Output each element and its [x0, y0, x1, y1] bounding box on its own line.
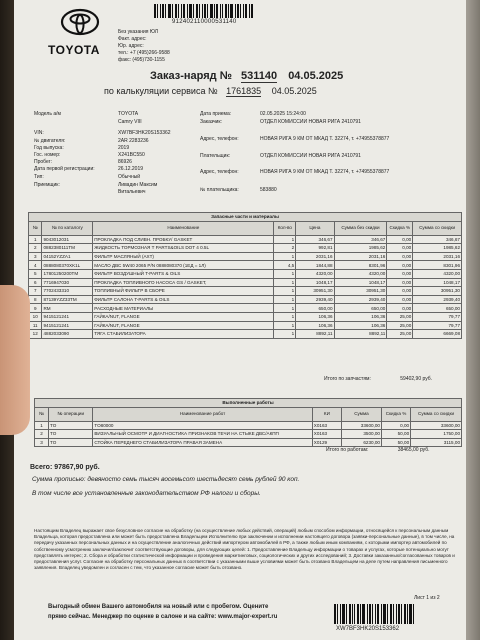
parts-cell: 4,5	[274, 261, 296, 270]
works-cell: TO	[49, 438, 93, 447]
parts-cell: 79,77	[413, 312, 462, 321]
works-cell: TO80000	[93, 421, 312, 430]
parts-cell: 0,00	[387, 304, 413, 313]
parts-cell: 25,00	[387, 321, 413, 330]
parts-cell: 2939,40	[413, 295, 462, 304]
parts-table	[28, 212, 462, 339]
vin-barcode	[334, 604, 444, 624]
vehicle-field-value: Ливадин Максим	[118, 182, 158, 188]
vat-note: В том числе все установленные законодательством РФ налоги и сборы.	[32, 490, 261, 497]
footer-line-1: Выгодный обмен Вашего автомобиля на новый или с пробегом. Оцените	[48, 604, 269, 610]
parts-cell: 650,00	[413, 304, 462, 313]
parts-cell: 1	[274, 252, 296, 261]
parts-cell: 5	[29, 269, 42, 278]
works-cell: 3115,00	[411, 438, 462, 447]
works-cell: TO	[49, 421, 93, 430]
works-cell: 33600,00	[411, 421, 462, 430]
parts-row	[29, 287, 462, 296]
parts-cell: 04152YZZA1	[42, 252, 93, 261]
calc-number: 1761835	[226, 86, 262, 96]
amount-in-words: Сумма прописью: девяносто семь тысяч восемьсот шестьдесят семь рублей 90 коп.	[32, 476, 300, 483]
vehicle-field-value: Camry VIII	[118, 119, 142, 125]
parts-cell: 106,36	[296, 312, 334, 321]
customer-field-value: НОВАЯ РИГА 9 КМ ОТ МКАД Т. 32274, т. +74955378877	[260, 169, 390, 175]
works-header-cell: Скидка %	[381, 407, 410, 421]
parts-header-cell: Скидка %	[387, 221, 413, 235]
works-header-cell: Сумма	[341, 407, 381, 421]
parts-cell: 12	[29, 330, 42, 339]
vehicle-field-value: TOYOTA	[118, 111, 139, 117]
parts-row	[29, 330, 462, 339]
parts-cell: 4882033090	[42, 330, 93, 339]
parts-total-label: Итого по запчастям:	[324, 376, 371, 382]
parts-cell: 8892,11	[296, 330, 334, 339]
company-line: тел.: +7 (495)266-9588	[118, 50, 170, 56]
parts-cell: ФИЛЬТР ВОЗДУШНЫЙ T-PARTS & OILS	[93, 269, 274, 278]
parts-cell: 2031,16	[413, 252, 462, 261]
parts-header-cell: Сумма со скидки	[413, 221, 462, 235]
parts-cell: 79,77	[413, 321, 462, 330]
parts-cell: 8	[29, 295, 42, 304]
parts-header-cell: Кол-во	[274, 221, 296, 235]
parts-cell: 650,00	[296, 304, 334, 313]
vehicle-field-label: Гос. номер:	[34, 152, 61, 158]
works-header-cell: Сумма со скидки	[411, 407, 462, 421]
order-date: 04.05.2025	[288, 70, 344, 82]
parts-row	[29, 321, 462, 330]
works-cell: 1	[35, 421, 49, 430]
parts-cell: ТОПЛИВНЫЙ ФИЛЬТР В СБОРЕ	[93, 287, 274, 296]
vehicle-field-value: 2AR 2283236	[118, 138, 149, 144]
parts-header-cell: № по каталогу	[42, 221, 93, 235]
parts-cell: ЖИДКОСТЬ ТОРМОЗНАЯ T PARTS&OILS DOT 4 0.5L	[93, 244, 274, 253]
works-cell: X0163	[312, 430, 341, 439]
works-cell: TO	[49, 430, 93, 439]
parts-header-cell: №	[29, 221, 42, 235]
parts-cell: 0888080370XK1L	[42, 261, 93, 270]
parts-row	[29, 244, 462, 253]
works-header-cell: Наименование работ	[93, 407, 312, 421]
parts-row	[29, 252, 462, 261]
parts-cell: 9043012031	[42, 235, 93, 244]
works-cell: 50,00	[381, 430, 410, 439]
vehicle-field-value: Витальевич	[118, 189, 146, 195]
parts-cell: 7716947030	[42, 278, 93, 287]
parts-cell: RM	[42, 304, 93, 313]
parts-row	[29, 304, 462, 313]
parts-cell: 6	[29, 278, 42, 287]
vehicle-field-label: Пробег:	[34, 159, 52, 165]
parts-cell: ФИЛЬТР МАСЛЯНЫЙ (АХТ)	[93, 252, 274, 261]
parts-cell: 7	[29, 287, 42, 296]
parts-cell: 650,00	[334, 304, 387, 313]
customer-field-value: 583880	[260, 187, 277, 193]
vehicle-field-label: Модель а/м	[34, 111, 61, 117]
vehicle-field-value: 86926	[118, 159, 132, 165]
order-title	[150, 70, 343, 83]
parts-row	[29, 312, 462, 321]
parts-cell: 1	[274, 312, 296, 321]
works-section-title: Выполненные работы	[35, 399, 462, 408]
parts-cell: 9415121241	[42, 312, 93, 321]
parts-cell: 25,00	[387, 330, 413, 339]
parts-cell: 1	[274, 321, 296, 330]
works-row	[35, 430, 462, 439]
grand-total: Всего: 97867,90 руб.	[30, 464, 100, 471]
customer-field-value: ОТДЕЛ КОМИССИИ НОВАЯ РИГА 2410791	[260, 119, 361, 125]
vehicle-field-value: 26.12.2019	[118, 166, 144, 172]
parts-header-cell: Сумма без скидки	[334, 221, 387, 235]
parts-cell: 11	[29, 321, 42, 330]
parts-cell: 0,00	[387, 295, 413, 304]
parts-cell: РАСХОДНЫЕ МАТЕРИАЛЫ	[93, 304, 274, 313]
parts-row	[29, 261, 462, 270]
customer-field-value: НОВАЯ РИГА 9 КМ ОТ МКАД Т. 32274, т. +74955378877	[260, 136, 390, 142]
parts-row	[29, 295, 462, 304]
works-cell: 3500,00	[341, 430, 381, 439]
parts-cell: 0882380111TM	[42, 244, 93, 253]
parts-row	[29, 269, 462, 278]
works-total-value: 38465,00 руб.	[397, 447, 430, 453]
parts-cell: 1985,62	[334, 244, 387, 253]
parts-cell: 2939,40	[296, 295, 334, 304]
parts-cell: 9415121241	[42, 321, 93, 330]
parts-cell: 7702433310	[42, 287, 93, 296]
parts-cell: 992,81	[296, 244, 334, 253]
works-cell: ВИЗУАЛЬНЫЙ ОСМОТР И ДИАГНОСТИКА ПРИЗНАКОВ ТЕЧИ НА СТЫКЕ ДВС/АКПП	[93, 430, 312, 439]
calc-label: по калькуляции сервиса №	[104, 86, 218, 96]
parts-cell: 0,00	[387, 235, 413, 244]
parts-cell: 2	[29, 244, 42, 253]
parts-cell: 346,67	[296, 235, 334, 244]
calc-date: 04.05.2025	[271, 86, 317, 96]
parts-cell: 2031,16	[296, 252, 334, 261]
parts-cell: 17801250200TM	[42, 269, 93, 278]
parts-cell: 6669,08	[413, 330, 462, 339]
parts-cell: 0,00	[387, 244, 413, 253]
parts-total	[324, 377, 432, 383]
parts-cell: 1	[274, 295, 296, 304]
works-total-label: Итого по работам:	[326, 447, 369, 453]
parts-cell: 8301,96	[334, 261, 387, 270]
parts-cell: 30951,30	[413, 287, 462, 296]
parts-cell: 1985,62	[413, 244, 462, 253]
hand	[0, 285, 30, 435]
works-row	[35, 438, 462, 447]
vin-barcode-text: XW7BF3HK20S153362	[336, 626, 400, 632]
parts-cell: ФИЛЬТР САЛОНА T-PARTS & OILS	[93, 295, 274, 304]
company-line: Юр. адрес:	[118, 43, 144, 49]
vehicle-field-label: Дата первой регистрации:	[34, 166, 95, 172]
parts-cell: 106,36	[334, 312, 387, 321]
works-row	[35, 421, 462, 430]
parts-cell: 30951,30	[296, 287, 334, 296]
parts-cell: 30951,30	[334, 287, 387, 296]
parts-cell: 2939,40	[334, 295, 387, 304]
parts-cell: 0,00	[387, 252, 413, 261]
parts-cell: 0,00	[387, 269, 413, 278]
parts-cell: 0,00	[387, 287, 413, 296]
customer-field-label: Заказчик:	[200, 119, 222, 125]
works-cell: 0,00	[381, 421, 410, 430]
vehicle-field-label: Тип:	[34, 174, 44, 180]
parts-header-cell: Цена	[296, 221, 334, 235]
parts-cell: 4320,00	[413, 269, 462, 278]
parts-cell: МАСЛО ДВС 5W40 2065 P/N 0888080370 (1ЕД = 1Л)	[93, 261, 274, 270]
works-header-cell: № операции	[49, 407, 93, 421]
parts-cell: 8892,11	[334, 330, 387, 339]
parts-row	[29, 235, 462, 244]
parts-cell: 10	[29, 312, 42, 321]
works-header-cell: КИ	[312, 407, 341, 421]
parts-cell: 1	[274, 269, 296, 278]
works-table	[34, 398, 462, 447]
parts-cell: 25,00	[387, 312, 413, 321]
vehicle-field-label: Год выпуска:	[34, 145, 64, 151]
parts-cell: 3	[29, 252, 42, 261]
customer-field-label: Адрес, телефон:	[200, 169, 239, 175]
page-number: Лист 1 из 2	[414, 595, 440, 601]
company-name: TOYOTA	[48, 43, 100, 57]
parts-cell: 0,00	[387, 278, 413, 287]
works-cell: X0163	[312, 421, 341, 430]
works-total	[326, 448, 429, 454]
parts-total-value: 59402,90 руб.	[400, 376, 433, 382]
parts-cell: 1844,88	[296, 261, 334, 270]
parts-cell: 346,67	[413, 235, 462, 244]
parts-cell: 4320,00	[334, 269, 387, 278]
top-barcode	[154, 4, 284, 18]
parts-cell: 1	[274, 330, 296, 339]
vehicle-field-value: XW7BF3HK20S153362	[118, 130, 171, 136]
parts-cell: ГАЙКА/NUT, FLANGE	[93, 312, 274, 321]
parts-cell: 1	[274, 235, 296, 244]
parts-cell: 1	[274, 287, 296, 296]
parts-cell: 1048,17	[413, 278, 462, 287]
parts-cell: 4	[29, 261, 42, 270]
company-line: Факт. адрес:	[118, 36, 147, 42]
works-header-cell: №	[35, 407, 49, 421]
vehicle-field-value: X241ВС550	[118, 152, 145, 158]
parts-cell: 2031,16	[334, 252, 387, 261]
works-cell: 3	[35, 438, 49, 447]
vehicle-field-value: Обычный	[118, 174, 141, 180]
vehicle-field-label: VIN:	[34, 130, 44, 136]
works-cell: СТОЙКА ПЕРЕДНЕГО СТАБИЛИЗАТОРА ПРАВАЯ ЗАМЕНА	[93, 438, 312, 447]
parts-cell: 8301,96	[413, 261, 462, 270]
order-title-label: Заказ-наряд №	[150, 70, 232, 82]
parts-cell: 1	[274, 278, 296, 287]
parts-section-title: Запасные части и материалы	[29, 213, 462, 222]
parts-cell: 2	[274, 244, 296, 253]
parts-cell: 1048,17	[296, 278, 334, 287]
parts-cell: 9	[29, 304, 42, 313]
order-number: 531140	[241, 70, 278, 82]
parts-cell: 0,00	[387, 261, 413, 270]
parts-cell: ГАЙКА/NUT, FLANGE	[93, 321, 274, 330]
parts-cell: ПРОКЛАДКА ТОПЛИВНОГО НАСОСА GS / GASKET,	[93, 278, 274, 287]
works-cell: 33600,00	[341, 421, 381, 430]
vehicle-field-value: 2019	[118, 145, 130, 151]
footer-line-2: прямо сейчас. Менеджер по оценке в салоне и на сайте: www.major-expert.ru	[48, 614, 278, 620]
works-cell: X0129	[312, 438, 341, 447]
parts-cell: 87139YZZ33TM	[42, 295, 93, 304]
customer-field-value: ОТДЕЛ КОМИССИИ НОВАЯ РИГА 2410791	[260, 153, 361, 159]
works-cell: 50,00	[381, 438, 410, 447]
parts-cell: 1	[29, 235, 42, 244]
parts-cell: 1048,17	[334, 278, 387, 287]
toyota-logo-icon	[60, 8, 100, 36]
parts-cell: 1	[274, 304, 296, 313]
customer-field-label: Адрес, телефон:	[200, 136, 239, 142]
work-order-document	[14, 0, 466, 640]
company-line: Без указания ЮЛ	[118, 29, 158, 35]
company-line: факс: (495)730-1155	[118, 57, 165, 63]
customer-field-label: Плательщик:	[200, 153, 231, 159]
works-cell: 6230,00	[341, 438, 381, 447]
parts-header-cell: Наименование	[93, 221, 274, 235]
parts-cell: 106,36	[334, 321, 387, 330]
works-cell: 1750,00	[411, 430, 462, 439]
parts-cell: ПРОКЛАДКА ПОД СЛИВН. ПРОБКУ/ GASKET	[93, 235, 274, 244]
parts-cell: 4320,00	[296, 269, 334, 278]
calc-line	[104, 86, 317, 96]
parts-cell: 106,36	[296, 321, 334, 330]
works-cell: 2	[35, 430, 49, 439]
parts-cell: 346,67	[334, 235, 387, 244]
top-barcode-text: 912402110000531140	[172, 19, 237, 25]
parts-row	[29, 278, 462, 287]
customer-field-value: 02.05.2025 15:24:00	[260, 111, 306, 117]
parts-cell: ТЯГА СТАБИЛИЗАТОРА	[93, 330, 274, 339]
vehicle-field-label: Приемщик:	[34, 182, 60, 188]
customer-field-label: № плательщика:	[200, 187, 239, 193]
customer-field-label: Дата приема:	[200, 111, 232, 117]
vehicle-field-label: № двигателя:	[34, 138, 66, 144]
consent-text: Настоящим Владелец выражает свое безусловное согласие на обработку (на осуществление любых действий, операций) любым способом информации, относящейся к персональным данным Владельца, которая предоставлена или может быть предоставлена Владельцем Исполнителю при заключении и исполнении настоящего договора (заявки-персональные данные), в том числе, на передачу указанных персональных данных и на осуществление аналогичных действий импортером автомобилей в РФ, а также любым иным компаниям, с которыми импортер автомобилей по собственному усмотрению заключил/заключит соответствующие договоры, для следующих целей: 1. Предоставление Владельцу информации о товарах и услугах, которые потенциально могут представлять интерес; 2. Сбора и обработки статистической информации и проведения маркетинговых, социологических и других исследований; 3. Доставки заказанных/согласованных товаров и предоставления услуг. Согласие на обработку персональных данных в соответствии с указанными выше условиями может быть отозвано Владельцем на деле путем направления письменного заявления. Владелец уведомлен и согласен с тем, что указанное согласие может быть отозвано.	[34, 528, 455, 571]
